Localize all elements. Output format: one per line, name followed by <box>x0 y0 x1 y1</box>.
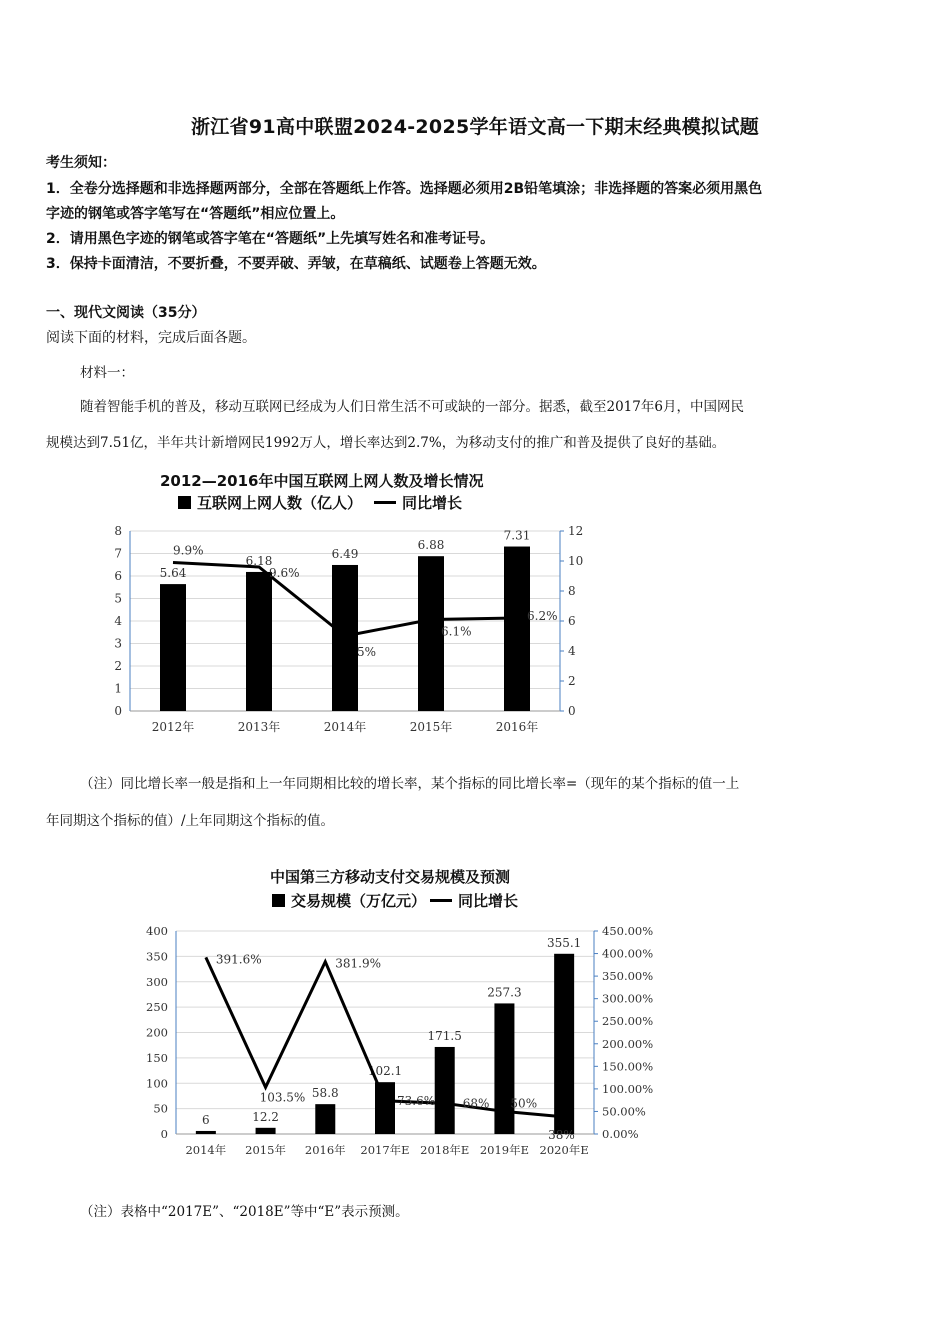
chart-2-bar-label: 12.2 <box>252 1109 279 1124</box>
chart-1-line-label: 6.1% <box>441 624 472 639</box>
chart-2-line-label: 50% <box>510 1096 538 1111</box>
chart-2-bar <box>375 1082 395 1134</box>
chart-1-line-label: 5% <box>357 645 377 659</box>
chart-2-y-left-tick: 300 <box>146 974 168 989</box>
chart-1-y-left-tick: 8 <box>114 524 122 538</box>
chart-1-y-left-tick: 1 <box>114 681 122 696</box>
chart-1-y-left-tick: 4 <box>114 614 122 628</box>
chart-2-bar-label: 6 <box>202 1112 210 1127</box>
chart-2-x-tick: 2014年 <box>185 1143 227 1157</box>
chart-1-line-label: 9.6% <box>269 566 300 580</box>
chart-2-line-label: 38% <box>548 1127 575 1142</box>
chart-1-bar-label: 6.88 <box>417 538 445 553</box>
chart-1-y-right-tick: 10 <box>568 554 584 568</box>
chart-2-title: 中国第三方移动支付交易规模及预测 <box>270 868 511 886</box>
note-1-line-1: （注）同比增长率一般是指和上一年同期相比较的增长率，某个指标的同比增长率=（现年的某个指标的值一上 <box>80 776 740 792</box>
chart-2-line-label: 68% <box>462 1096 490 1111</box>
chart-1-y-left-tick: 3 <box>114 636 122 651</box>
note-2: （注）表格中“2017E”、“2018E”等中“E”表示预测。 <box>80 1204 409 1220</box>
chart-1-x-tick: 2013年 <box>237 720 281 734</box>
notice-item-1-line-2: 字迹的钢笔或答字笔写在“答题纸”相应位置上。 <box>46 206 345 222</box>
chart-2-bar-label: 102.1 <box>367 1064 403 1079</box>
chart-1-x-tick: 2016年 <box>495 720 539 734</box>
chart-1-bar-label: 6.18 <box>245 553 273 568</box>
chart-2-bar <box>554 954 574 1134</box>
chart-1-y-right-tick: 6 <box>568 614 576 628</box>
chart-2-bar <box>315 1104 335 1134</box>
chart-2-y-right-tick: 100.00% <box>602 1081 654 1096</box>
chart-1-x-tick: 2014年 <box>323 720 367 734</box>
chart-1-y-right-tick: 0 <box>568 704 576 718</box>
chart-1-line-label: 9.9% <box>173 543 204 558</box>
chart-2-y-right-tick: 200.00% <box>602 1036 654 1051</box>
chart-2-legend-line-label: 同比增长 <box>458 892 519 910</box>
notice-heading: 考生须知： <box>46 155 116 171</box>
chart-1-y-right-tick: 2 <box>568 674 576 688</box>
chart-2-y-left-tick: 350 <box>146 949 168 964</box>
chart-2-bar <box>494 1003 514 1134</box>
chart-2-line-label: 73.6% <box>397 1093 436 1108</box>
chart-1-bar-label: 6.49 <box>331 546 359 561</box>
chart-2-y-right-tick: 350.00% <box>602 969 654 984</box>
chart-2-legend-bar-label: 交易规模（万亿元） <box>291 892 427 910</box>
chart-1-y-left-tick: 0 <box>114 704 122 718</box>
paragraph-line-1: 随着智能手机的普及，移动互联网已经成为人们日常生活不可或缺的一部分。据悉，截至2017年6月，中国网民 <box>80 399 744 415</box>
chart-2-y-left-tick: 150 <box>146 1050 168 1065</box>
chart-1-x-tick: 2012年 <box>151 720 195 734</box>
chart-2-bar-label: 355.1 <box>546 935 582 950</box>
chart-2-bar <box>196 1131 216 1134</box>
chart-1-y-left-tick: 7 <box>114 546 122 561</box>
chart-2-y-right-tick: 0.00% <box>602 1127 639 1141</box>
chart-2-bar <box>435 1047 455 1134</box>
chart-2-y-left-tick: 50 <box>153 1101 168 1116</box>
chart-1-y-right-tick: 4 <box>568 644 576 658</box>
paragraph-line-2: 规模达到7.51亿，半年共计新增网民1992万人，增长率达到2.7%，为移动支付的推广和普及提供了良好的基础。 <box>46 435 726 451</box>
section-heading: 一、现代文阅读（35分） <box>46 305 206 321</box>
chart-2-bar <box>256 1128 276 1134</box>
document-title: 浙江省91高中联盟2024-2025学年语文高一下期末经典模拟试题 <box>191 116 759 138</box>
chart-1-y-left-tick: 5 <box>114 591 122 606</box>
chart-1-bar-label: 7.31 <box>503 528 531 543</box>
chart-2-bar-label: 257.3 <box>487 985 522 1000</box>
note-1-line-2: 年同期这个指标的值）/上年同期这个指标的值。 <box>46 813 335 829</box>
chart-2-bar-label: 58.8 <box>311 1086 339 1101</box>
chart-1-bar-label: 5.64 <box>159 566 187 581</box>
chart-2-x-tick: 2017年E <box>360 1143 410 1157</box>
chart-2-line-label: 381.9% <box>335 956 382 971</box>
chart-2-y-left-tick: 250 <box>146 1000 168 1015</box>
chart-1-x-tick: 2015年 <box>409 720 453 734</box>
chart-2-x-tick: 2020年E <box>539 1143 589 1157</box>
chart-2-bar-label: 171.5 <box>427 1028 462 1043</box>
instruction-text: 阅读下面的材料，完成后面各题。 <box>46 330 256 346</box>
chart-2-x-tick: 2016年 <box>304 1143 346 1157</box>
chart-2-y-left-tick: 400 <box>146 924 168 938</box>
chart-2-y-right-tick: 150.00% <box>602 1059 654 1074</box>
chart-1-y-right-tick: 8 <box>568 584 576 598</box>
chart-2-y-left-tick: 0 <box>160 1127 168 1141</box>
chart-2-y-left-tick: 100 <box>146 1076 168 1091</box>
chart-2-y-right-tick: 250.00% <box>602 1014 654 1029</box>
chart-2-y-right-tick: 300.00% <box>602 991 654 1006</box>
chart-2-line-label: 391.6% <box>215 952 262 967</box>
chart-1-y-right-tick: 12 <box>568 524 584 538</box>
chart-1-y-left-tick: 6 <box>114 569 122 583</box>
chart-1-legend-bar-label: 互联网上网人数（亿人） <box>197 494 363 512</box>
chart-2-x-tick: 2018年E <box>420 1143 470 1157</box>
chart-1-title: 2012—2016年中国互联网上网人数及增长情况 <box>160 472 484 490</box>
chart-1-line-label: 6.2% <box>527 609 558 623</box>
chart-2-y-right-tick: 450.00% <box>602 924 654 938</box>
notice-item-2: 2．请用黑色字迹的钢笔或答字笔在“答题纸”上先填写姓名和准考证号。 <box>46 231 495 247</box>
chart-2-line-label: 103.5% <box>259 1090 306 1105</box>
chart-2-y-right-tick: 400.00% <box>602 946 654 961</box>
material-label: 材料一： <box>80 365 134 381</box>
chart-2-x-tick: 2019年E <box>479 1143 530 1157</box>
notice-item-3: 3．保持卡面清洁，不要折叠，不要弄破、弄皱，在草稿纸、试题卷上答题无效。 <box>46 256 546 272</box>
chart-2-y-left-tick: 200 <box>146 1025 168 1040</box>
chart-1-y-left-tick: 2 <box>114 659 122 673</box>
chart-2-x-tick: 2015年 <box>245 1143 286 1157</box>
chart-1-legend-line-label: 同比增长 <box>402 494 463 512</box>
notice-item-1-line-1: 1．全卷分选择题和非选择题两部分，全部在答题纸上作答。选择题必须用2B铅笔填涂；非选择题的答案必须用黑色 <box>46 181 763 197</box>
chart-2-y-right-tick: 50.00% <box>602 1104 646 1119</box>
